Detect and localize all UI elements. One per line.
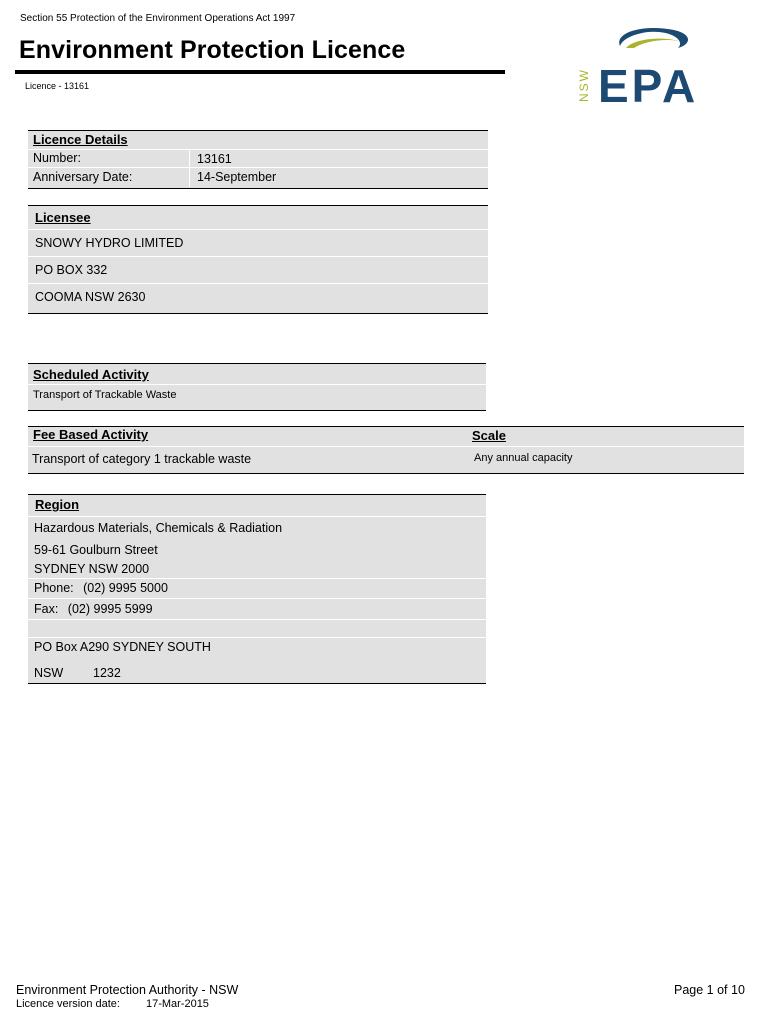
fee-activity-scale: Any annual capacity (474, 452, 573, 464)
phone-value: (02) 9995 5000 (83, 581, 168, 595)
phone-label: Phone: (34, 581, 74, 595)
logo-state-text: NSW (577, 68, 591, 102)
row-separator (28, 384, 486, 385)
document-title: Environment Protection Licence (19, 36, 406, 64)
row-separator (28, 229, 488, 230)
scale-heading: Scale (472, 428, 506, 443)
licensee-po-box: PO BOX 332 (35, 263, 108, 277)
number-value: 13161 (197, 152, 232, 166)
number-label: Number: (33, 151, 81, 165)
fee-based-activity-heading: Fee Based Activity (33, 427, 149, 442)
licensee-city: COOMA NSW 2630 (35, 290, 146, 304)
row-separator (28, 637, 486, 638)
licence-reference: Licence - 13161 (25, 81, 90, 91)
fax-value: (02) 9995 5999 (67, 602, 153, 616)
version-label: Licence version date: (16, 998, 120, 1010)
title-rule (15, 70, 505, 74)
region-postal-state: NSW (34, 666, 64, 680)
scheduled-activity-item: Transport of Trackable Waste (33, 389, 177, 401)
region-fax (34, 602, 153, 616)
row-separator (28, 619, 486, 620)
logo-swoosh-green (626, 39, 682, 48)
row-separator (28, 283, 488, 284)
region-city: SYDNEY NSW 2000 (34, 562, 150, 576)
licensee-name: SNOWY HYDRO LIMITED (35, 236, 184, 250)
fee-activity-item: Transport of category 1 trackable waste (32, 452, 252, 466)
anniversary-value: 14-September (197, 170, 277, 184)
region-phone (34, 581, 168, 595)
region-heading: Region (35, 497, 80, 512)
row-separator (28, 598, 486, 599)
row-separator (28, 446, 744, 447)
act-reference: Section 55 Protection of the Environment Operations Act 1997 (20, 13, 296, 24)
page-number: Page 1 of 10 (674, 983, 745, 997)
licensee-heading: Licensee (35, 210, 91, 225)
row-separator (28, 578, 486, 579)
region-street: 59-61 Goulburn Street (34, 543, 158, 557)
anniversary-label: Anniversary Date: (33, 170, 133, 184)
version-date: 17-Mar-2015 (145, 998, 209, 1010)
row-separator (28, 167, 488, 168)
region-postal: PO Box A290 SYDNEY SOUTH (34, 640, 211, 654)
nsw-epa-logo (574, 22, 724, 108)
row-separator (28, 516, 486, 517)
column-separator (189, 150, 190, 187)
row-separator (28, 149, 488, 150)
region-name: Hazardous Materials, Chemicals & Radiation (34, 521, 283, 535)
fax-label: Fax: (34, 602, 59, 616)
footer-authority: Environment Protection Authority - NSW (16, 983, 239, 997)
licence-details-heading: Licence Details (33, 132, 128, 147)
row-separator (28, 256, 488, 257)
logo-agency-text: EPA (598, 60, 699, 108)
footer-version (16, 998, 209, 1010)
region-postal-code: 1232 (93, 666, 121, 680)
scheduled-activity-heading: Scheduled Activity (33, 367, 149, 382)
